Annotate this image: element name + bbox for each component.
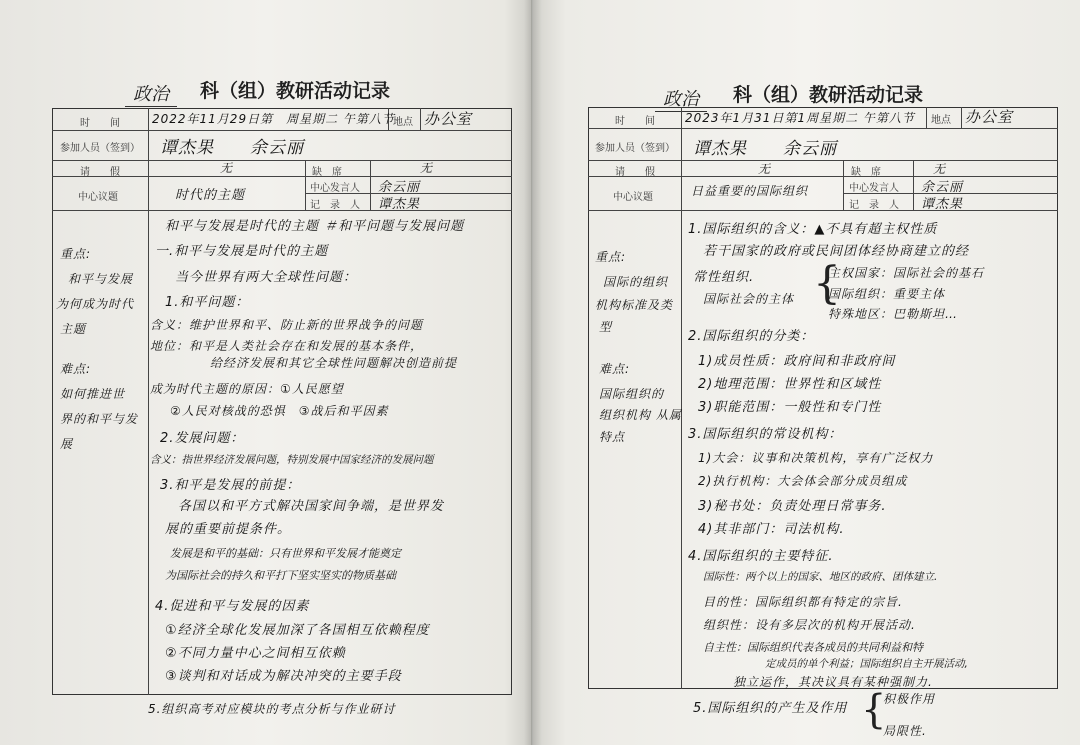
left-attendees-value: 谭杰果 余云丽: [160, 138, 304, 158]
right-location-value: 办公室: [965, 108, 1014, 126]
left-topic-label: 中心议题: [78, 192, 118, 203]
right-page: [533, 0, 1080, 745]
left-key-point: 展: [60, 437, 74, 451]
right-content-line: 若干国家的政府或民间团体经协商建立的经: [703, 244, 970, 259]
left-key-point: 重点:: [60, 247, 92, 261]
left-subject: 政治: [125, 80, 177, 107]
right-key-point: 难点:: [599, 362, 631, 376]
right-content-line: 1.国际组织的含义：▲不具有超主权性质: [688, 222, 938, 237]
right-attendees-label: 参加人员（签到）: [595, 143, 675, 154]
right-page-title: 科（组）教研活动记录: [733, 84, 924, 106]
right-content-line: 3.国际组织的常设机构：: [688, 427, 843, 442]
left-content-line: 展的重要前提条件。: [165, 522, 292, 537]
right-content-line: 局限性.: [883, 724, 927, 738]
left-key-point: 主题: [60, 322, 87, 336]
left-speaker-value: 余云丽: [378, 180, 421, 195]
right-content-line: 主权国家：国际社会的基石: [828, 266, 985, 280]
left-key-point: 难点:: [60, 362, 92, 376]
book-spine: [524, 0, 542, 745]
left-content-line: 地位：和平是人类社会存在和发展的基本条件，: [150, 339, 424, 353]
left-content-line: ①经济全球化发展加深了各国相互依赖程度: [165, 623, 430, 638]
left-content-line: 2.发展问题：: [160, 431, 245, 446]
right-key-point: 组织机构 从属: [599, 408, 682, 422]
right-key-point: 国际的组织: [603, 275, 669, 289]
left-content-line: 一.和平与发展是时代的主题: [155, 244, 329, 259]
right-content-line: 独立运作，其决议具有某种强制力.: [733, 675, 933, 689]
right-absent-label: 缺 席: [851, 167, 881, 178]
left-key-point: 界的和平与发: [60, 412, 139, 426]
right-content-line: 2)地理范围：世界性和区域性: [698, 377, 882, 392]
left-key-point: 和平与发展: [68, 272, 134, 286]
left-content-line: ②不同力量中心之间相互依赖: [165, 646, 346, 661]
right-time-label: 时 间: [615, 116, 655, 127]
left-content-line: ③谈判和对话成为解决冲突的主要手段: [165, 669, 402, 684]
left-absent-label: 缺 席: [312, 167, 342, 178]
left-recorder-label: 记 录 人: [310, 200, 360, 211]
left-location-value: 办公室: [424, 110, 473, 128]
right-content-line: 国际社会的主体: [703, 292, 795, 306]
right-content-line: 2)执行机构：大会体会部分成员组成: [698, 474, 908, 488]
right-key-point: 型: [599, 320, 613, 334]
right-content-line: 国际性：两个以上的国家、地区的政府、团体建立.: [703, 571, 938, 583]
right-brace: {: [861, 687, 887, 733]
right-recorder-label: 记 录 人: [849, 200, 899, 211]
right-topic-value: 日益重要的国际组织: [691, 184, 809, 198]
right-subject: 政治: [655, 85, 707, 112]
left-content-line: 3.和平是发展的前提：: [160, 478, 301, 493]
left-key-point: 为何成为时代: [56, 297, 135, 311]
right-key-point: 特点: [599, 430, 626, 444]
right-leave-label: 请 假: [615, 167, 655, 178]
right-content-line: 定成员的单个利益；国际组织自主开展活动,: [765, 658, 968, 670]
right-content-line: 3)秘书处：负责处理日常事务.: [698, 499, 887, 514]
left-leave-label: 请 假: [80, 167, 120, 178]
right-content-line: 国际组织：重要主体: [828, 287, 946, 301]
right-attendees-value: 谭杰果 余云丽: [693, 139, 837, 159]
left-speaker-label: 中心发言人: [310, 183, 360, 194]
left-page-title: 科（组）教研活动记录: [200, 80, 391, 102]
left-location-label: 地点: [393, 117, 413, 128]
right-leave-value: 无: [758, 162, 772, 176]
left-content-line: ②人民对核战的恐惧 ③战后和平因素: [170, 404, 389, 418]
right-speaker-label: 中心发言人: [849, 183, 899, 194]
left-content-line: 给经济发展和其它全球性问题解决创造前提: [210, 356, 458, 370]
right-content-line: 常性组织.: [693, 270, 755, 285]
left-time-value: 2022年11月29日第 周星期二 午第八节: [152, 112, 395, 126]
right-content-line: 特殊地区：巴勒斯坦…: [828, 307, 959, 321]
left-content-line: 发展是和平的基础：只有世界和平发展才能奠定: [170, 547, 401, 560]
right-brace: {: [813, 258, 841, 309]
left-recorder-value: 谭杰果: [378, 197, 421, 212]
right-content-line: 积极作用: [883, 692, 936, 706]
left-content-line: 1.和平问题：: [165, 295, 250, 310]
right-content-line: 2.国际组织的分类：: [688, 329, 815, 344]
left-page: [0, 0, 532, 745]
left-leave-value: 无: [220, 161, 234, 175]
left-content-line: 含义：维护世界和平、防止新的世界战争的问题: [150, 318, 424, 332]
right-content-line: 5.国际组织的产生及作用: [693, 701, 848, 716]
left-content-line: 4.促进和平与发展的因素: [155, 599, 310, 614]
right-recorder-value: 谭杰果: [921, 197, 964, 212]
left-content-line: 为国际社会的持久和平打下坚实坚实的物质基础: [165, 569, 396, 582]
right-location-label: 地点: [931, 115, 951, 126]
right-key-point: 国际组织的: [599, 387, 665, 401]
left-content-line: 5.组织高考对应模块的考点分析与作业研讨: [148, 702, 396, 716]
right-content-line: 组织性：设有多层次的机构开展活动.: [703, 618, 916, 632]
right-topic-label: 中心议题: [613, 192, 653, 203]
left-content-line: 含义：指世界经济发展问题，特别发展中国家经济的发展问题: [150, 454, 434, 466]
right-content-line: 4)其非部门：司法机构.: [698, 522, 845, 537]
left-content-line: 和平与发展是时代的主题 ＃和平问题与发展问题: [165, 219, 465, 234]
right-speaker-value: 余云丽: [921, 180, 964, 195]
left-content-line: 各国以和平方式解决国家间争端，是世界发: [178, 499, 445, 514]
left-absent-value: 无: [420, 161, 434, 175]
right-time-value: 2023年1月31日第1周星期二 午第八节: [685, 111, 915, 125]
left-attendees-label: 参加人员（签到）: [60, 143, 140, 154]
right-content-line: 1)大会：议事和决策机构，享有广泛权力: [698, 451, 934, 465]
right-key-point: 重点:: [595, 250, 627, 264]
right-content-line: 1)成员性质：政府间和非政府间: [698, 354, 896, 369]
left-content-line: 成为时代主题的原因：①人民愿望: [150, 382, 344, 396]
right-content-line: 自主性：国际组织代表各成员的共同利益和特: [703, 641, 923, 654]
left-topic-value: 时代的主题: [175, 188, 246, 203]
right-content-line: 4.国际组织的主要特征.: [688, 549, 834, 564]
right-content-line: 3)职能范围：一般性和专门性: [698, 400, 882, 415]
left-content-line: 当今世界有两大全球性问题：: [175, 270, 358, 285]
left-time-label: 时 间: [80, 118, 120, 129]
right-key-point: 机构标准及类: [595, 298, 674, 312]
left-key-point: 如何推进世: [60, 387, 126, 401]
right-content-line: 目的性：国际组织都有特定的宗旨.: [703, 595, 903, 609]
right-absent-value: 无: [933, 162, 947, 176]
